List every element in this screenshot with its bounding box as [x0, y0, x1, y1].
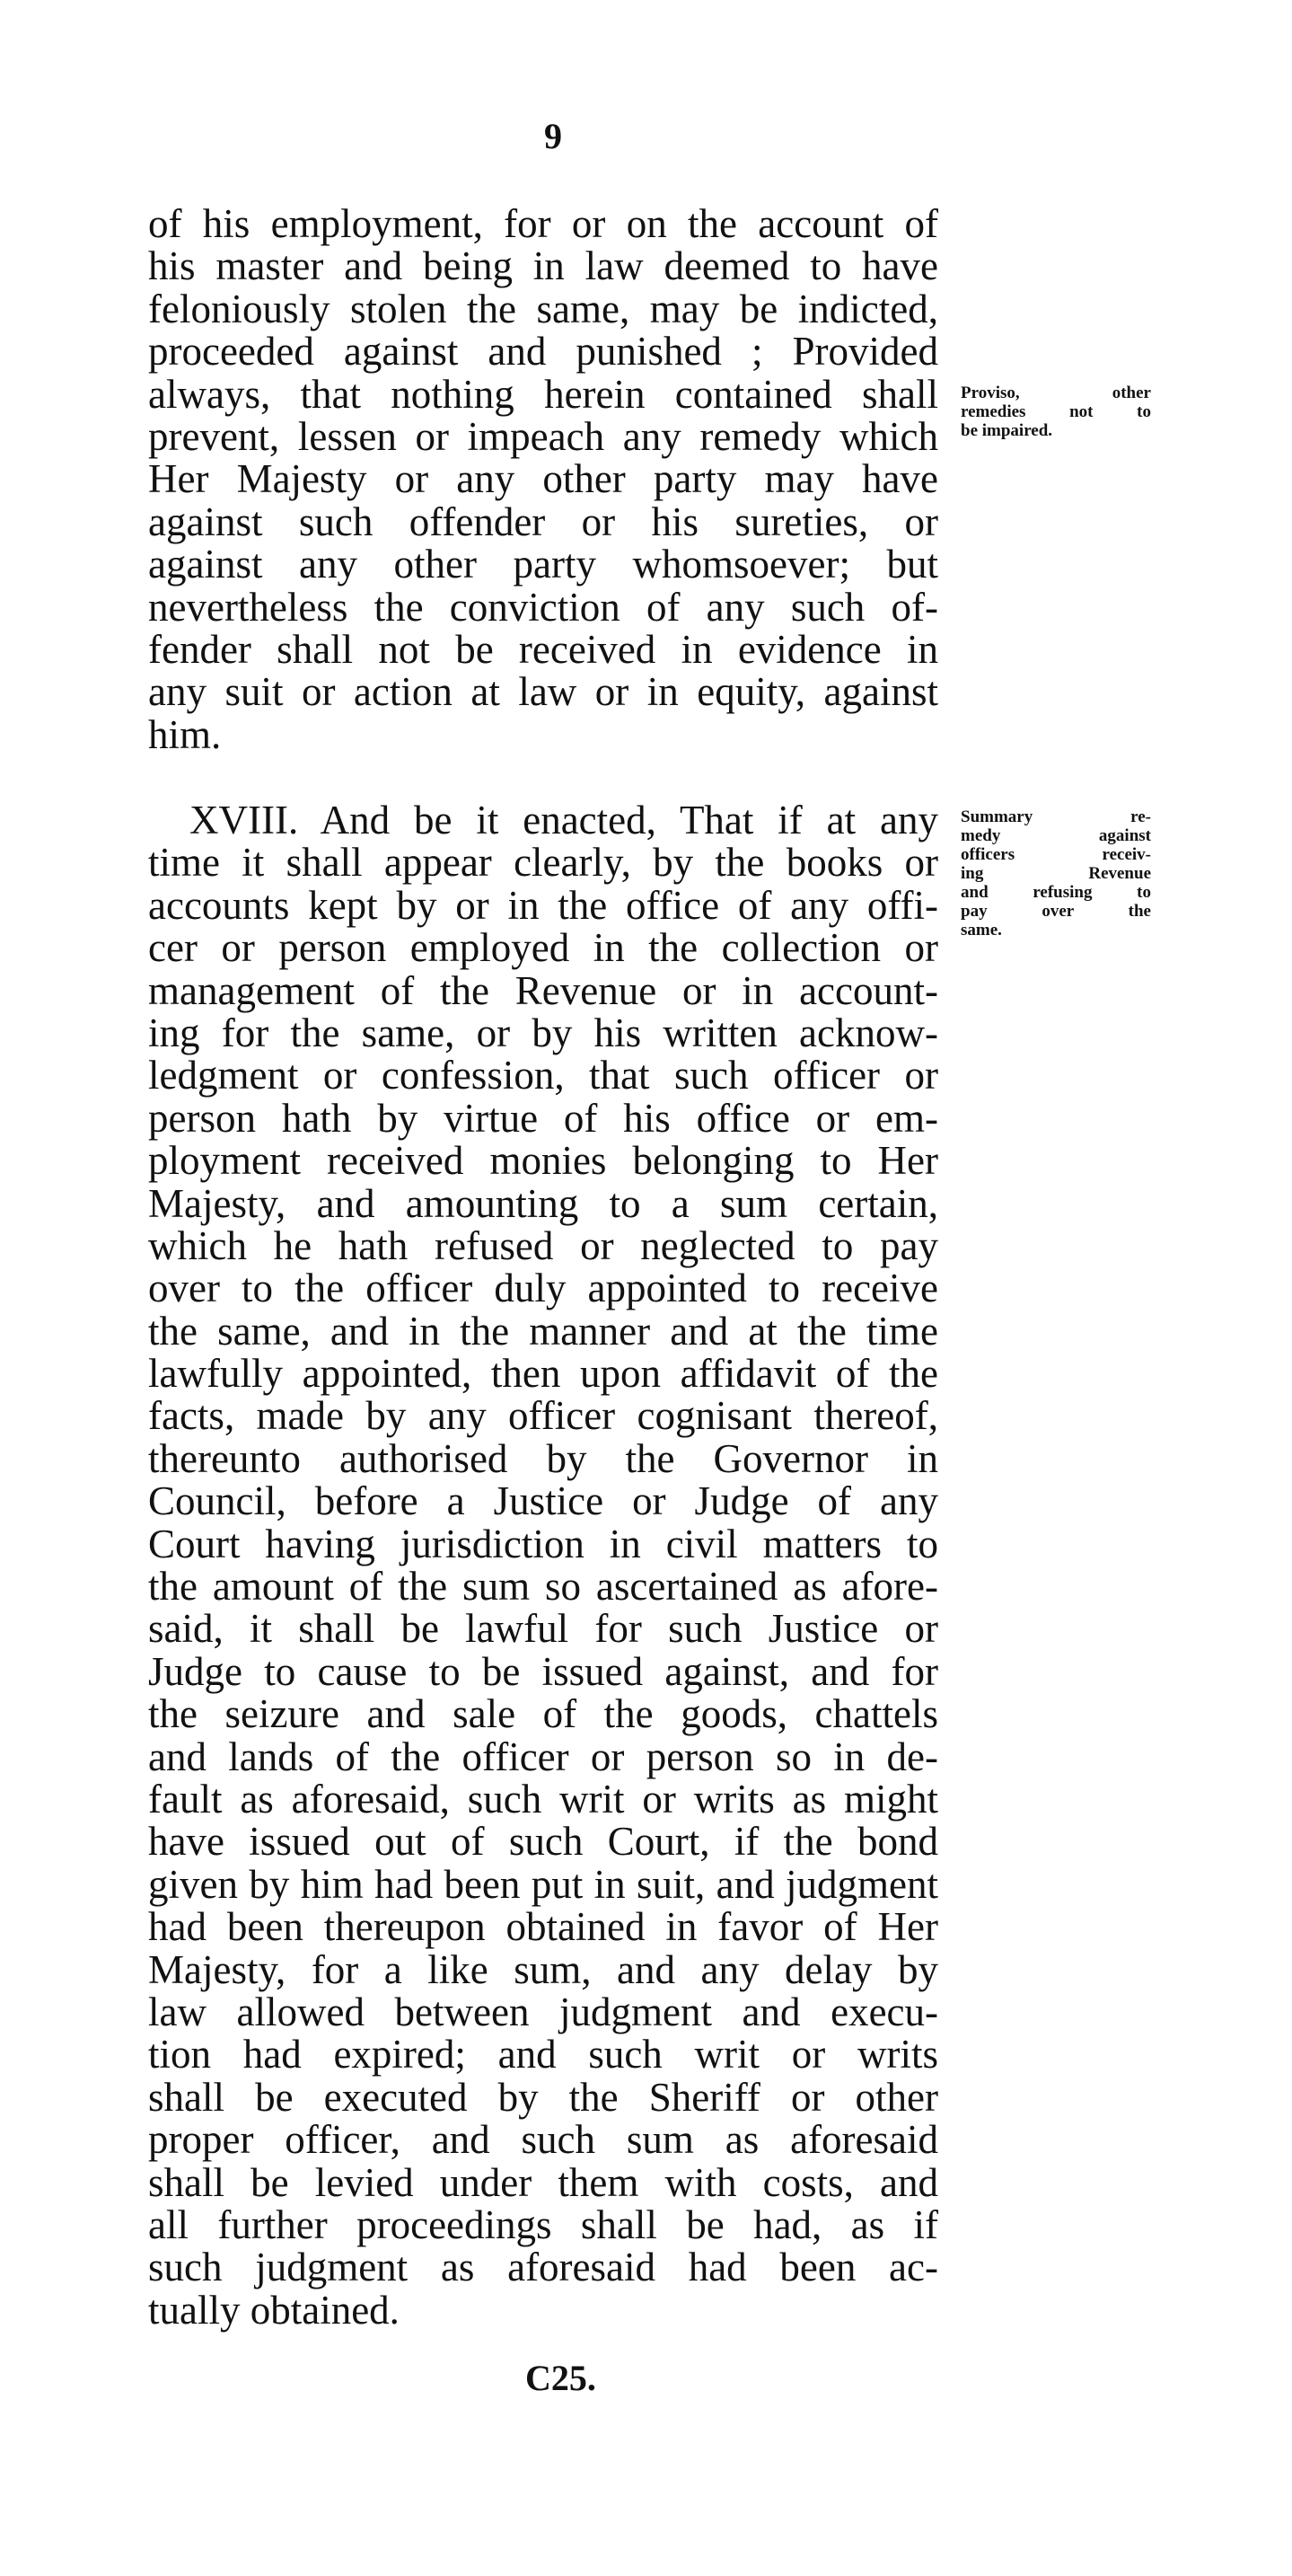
text-line: tually obtained.: [148, 2287, 400, 2333]
margin-note-line: Proviso, other: [961, 384, 1151, 402]
text-line: Her Majesty or any other party may have: [148, 456, 938, 502]
text-line: time it shall appear clearly, by the books or: [148, 840, 938, 886]
text-line: Majesty, for a like sum, and any delay by: [148, 1946, 938, 1992]
text-line: feloniously stolen the same, may be indicted,: [148, 286, 938, 331]
text-line: prevent, lessen or impeach any remedy which: [148, 413, 938, 459]
margin-note-line: same.: [961, 921, 1002, 940]
text-line: Council, before a Justice or Judge of any: [148, 1478, 938, 1524]
text-line: law allowed between judgment and execu-: [148, 1989, 938, 2034]
margin-note-summary-remedy: [961, 807, 1151, 940]
paragraph-continuation: [148, 203, 938, 756]
text-line: accounts kept by or in the office of any offi-: [148, 882, 938, 928]
margin-note-line: be impaired.: [961, 421, 1053, 440]
text-line: XVIII. And be it enacted, That if at any: [189, 798, 938, 842]
text-line: always, that nothing herein contained shall: [148, 371, 938, 417]
text-line: lawfully appointed, then upon affidavit of the: [148, 1351, 938, 1397]
text-line: ployment received monies belonging to Her: [148, 1138, 938, 1184]
text-line: have issued out of such Court, if the bond: [148, 1819, 938, 1865]
margin-note-line: remedies not to: [961, 402, 1151, 421]
margin-note-line: pay over the: [961, 902, 1151, 921]
text-line: said, it shall be lawful for such Justice or: [148, 1606, 938, 1652]
text-line: against any other party whomsoever; but: [148, 542, 938, 587]
text-line: and lands of the officer or person so in de-: [148, 1734, 938, 1779]
margin-note-line: officers receiv-: [961, 845, 1151, 864]
section-xviii-paragraph: [148, 799, 938, 2332]
text-line: against such offender or his sureties, or: [148, 498, 938, 544]
text-line: his master and being in law deemed to have: [148, 243, 938, 289]
margin-note-line: ing Revenue: [961, 864, 1151, 883]
text-line: Majesty, and amounting to a sum certain,: [148, 1180, 938, 1226]
text-line: which he hath refused or neglected to pay: [148, 1222, 938, 1268]
text-line: the same, and in the manner and at the time: [148, 1308, 938, 1354]
margin-note-line: Summary re-: [961, 807, 1151, 826]
page-number: 9: [544, 116, 562, 156]
text-line: him.: [148, 711, 222, 757]
text-line: over to the officer duly appointed to receive: [148, 1266, 938, 1311]
text-line: ledgment or confession, that such officer or: [148, 1053, 938, 1098]
text-line: thereunto authorised by the Governor in: [148, 1435, 938, 1481]
text-line: Judge to cause to be issued against, and for: [148, 1648, 938, 1694]
text-line: any suit or action at law or in equity, against: [148, 669, 938, 715]
text-line: management of the Revenue or in account-: [148, 967, 938, 1013]
catchword: C25.: [525, 2358, 596, 2398]
margin-note-line: medy against: [961, 826, 1151, 845]
text-line: the seizure and sale of the goods, chattels: [148, 1691, 938, 1737]
text-line: Court having jurisdiction in civil matters to: [148, 1521, 938, 1566]
text-line: shall be levied under them with costs, and: [148, 2159, 938, 2205]
text-line: person hath by virtue of his office or em-: [148, 1095, 938, 1141]
text-line: such judgment as aforesaid had been ac-: [148, 2245, 938, 2290]
margin-note-line: and refusing to: [961, 883, 1151, 902]
text-line: nevertheless the conviction of any such of-: [148, 584, 938, 630]
text-line: had been thereupon obtained in favor of Her: [148, 1904, 938, 1950]
text-line: fender shall not be received in evidence in: [148, 626, 938, 672]
text-line: proceeded against and punished ; Provided: [148, 329, 938, 375]
text-line: the amount of the sum so ascertained as afore-: [148, 1564, 938, 1610]
text-line: fault as aforesaid, such writ or writs as might: [148, 1776, 938, 1822]
text-line: all further proceedings shall be had, as if: [148, 2201, 938, 2247]
text-line: cer or person employed in the collection or: [148, 925, 938, 971]
text-line: proper officer, and such sum as aforesaid: [148, 2117, 938, 2163]
text-line: tion had expired; and such writ or writs: [148, 2032, 938, 2078]
text-line: given by him had been put in suit, and judgment: [148, 1861, 938, 1907]
text-line: of his employment, for or on the account of: [148, 201, 938, 246]
text-line: facts, made by any officer cognisant thereof,: [148, 1393, 938, 1439]
text-line: shall be executed by the Sheriff or other: [148, 2074, 938, 2120]
text-line: ing for the same, or by his written acknow-: [148, 1010, 938, 1055]
margin-note-proviso: [961, 384, 1151, 440]
